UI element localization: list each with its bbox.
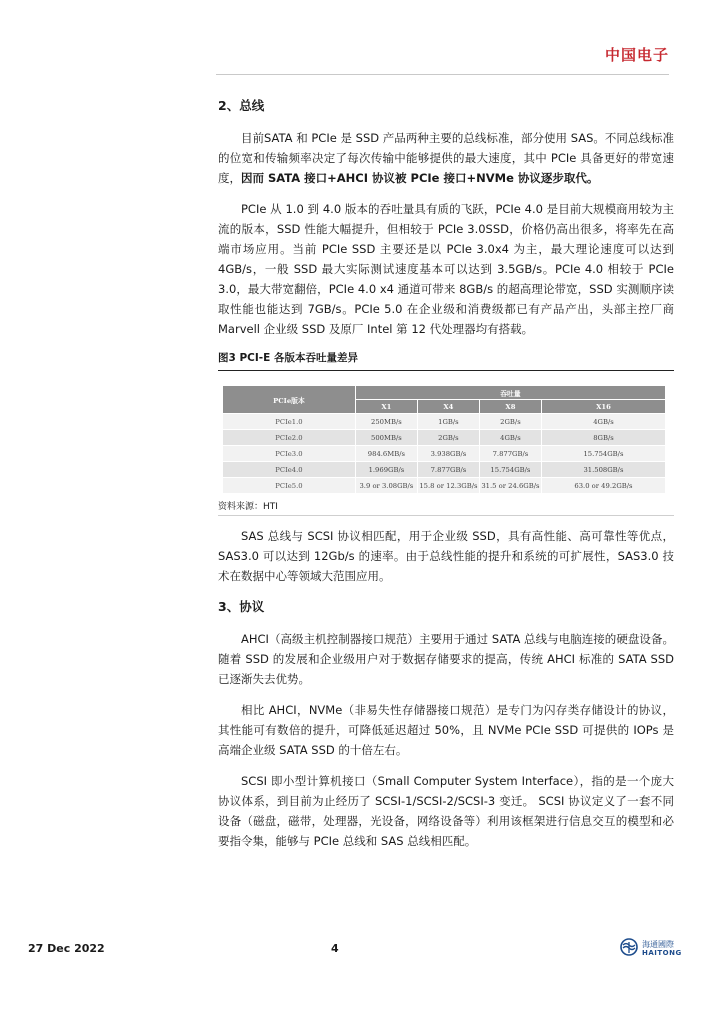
page-number: 4 <box>331 942 339 955</box>
table-cell: 3.9 or 3.08GB/s <box>355 478 417 494</box>
table-header-x8: X8 <box>479 400 541 414</box>
table-cell: 31.508GB/s <box>541 462 665 478</box>
table-cell: 4GB/s <box>541 414 665 430</box>
table-cell: 4GB/s <box>479 430 541 446</box>
paragraph-bus-intro <box>218 128 674 188</box>
table-cell: 63.0 or 49.2GB/s <box>541 478 665 494</box>
haitong-logo-cn: 海通國際 <box>642 940 674 949</box>
haitong-logo <box>620 938 682 960</box>
table-cell: 3.938GB/s <box>417 446 479 462</box>
table-cell: 8GB/s <box>541 430 665 446</box>
table-cell: 1.969GB/s <box>355 462 417 478</box>
table-cell: 31.5 or 24.6GB/s <box>479 478 541 494</box>
table-row <box>223 430 666 446</box>
table-cell: 15.754GB/s <box>541 446 665 462</box>
table-row <box>223 446 666 462</box>
table-cell: PCIe3.0 <box>223 446 356 462</box>
haitong-logo-text <box>642 940 682 958</box>
table-cell: PCIe2.0 <box>223 430 356 446</box>
paragraph-pcie-evolution: PCIe 从 1.0 到 4.0 版本的吞吐量具有质的飞跃，PCIe 4.0 是目前大规模商用较为主流的版本，SSD 性能大幅提升，但相较于 PCIe 3.0SSD，价格仍高出很多，将率先在高端市场应用。当前 PCIe SSD 主要还是以 PCIe 3.0x4 为主，最大理论速度可以达到 4GB/s，一般 SSD 最大实际测试速度基本可以达到 3.5GB/s。PCIe 4.0 相较于 PCIe 3.0，最大带宽翻倍，PCIe 4.0 x4 通道可带来 8GB/s 的超高理论带宽，SSD 实测顺序读取性能也能达到 7GB/s。PCIe 5.0 在企业级和消费级都已有产品产出，头部主控厂商 Marvell 企业级 SSD 及原厂 Intel 第 12 代处理器均有搭载。 <box>218 202 674 336</box>
table-cell: 2GB/s <box>417 430 479 446</box>
table-cell: 250MB/s <box>355 414 417 430</box>
header-divider <box>216 74 669 75</box>
table-cell: 1GB/s <box>417 414 479 430</box>
table-header-version: PCIe版本 <box>223 386 356 414</box>
table-header-x1: X1 <box>355 400 417 414</box>
table-row <box>223 414 666 430</box>
table-cell: 2GB/s <box>479 414 541 430</box>
footer-date: 27 Dec 2022 <box>28 942 105 955</box>
main-content <box>218 96 674 862</box>
figure-source: 资料来源：HTI <box>218 499 674 516</box>
table-header-throughput: 吞吐量 <box>355 386 665 400</box>
table-cell: PCIe1.0 <box>223 414 356 430</box>
haitong-logo-en: HAITONG <box>642 949 682 957</box>
section-heading-protocol: 3、协议 <box>218 599 265 614</box>
section-heading-bus: 2、总线 <box>218 98 265 113</box>
paragraph-sas: SAS 总线与 SCSI 协议相匹配，用于企业级 SSD，具有高性能、高可靠性等优点，SAS3.0 可以达到 12Gb/s 的速率。由于总线性能的提升和系统的可扩展性，SAS3.0 技术在数据中心等领域大范围应用。 <box>218 529 674 583</box>
table-row <box>223 462 666 478</box>
table-cell: 7.877GB/s <box>479 446 541 462</box>
table-cell: 500MB/s <box>355 430 417 446</box>
table-cell: PCIe5.0 <box>223 478 356 494</box>
pcie-throughput-table <box>222 385 666 494</box>
paragraph-nvme: 相比 AHCI，NVMe（非易失性存储器接口规范）是专门为闪存类存储设计的协议，其性能可有数倍的提升，可降低延迟超过 50%，且 NVMe PCIe SSD 可提供的 IOPs 是高端企业级 SATA SSD 的十倍左右。 <box>218 703 674 757</box>
paragraph-scsi: SCSI 即小型计算机接口（Small Computer System Interface），指的是一个庞大协议体系，到目前为止经历了 SCSI-1/SCSI-2/SCSI-3 变迁。 SCSI 协议定义了一套不同设备（磁盘，磁带，处理器，光设备，网络设备等）利用该框架进行信息交互的模型和必要指令集，能够与 PCIe 总线和 SAS 总线相匹配。 <box>218 774 674 848</box>
table-header-x16: X16 <box>541 400 665 414</box>
brand-title: 中国电子 <box>604 46 669 64</box>
paragraph-bus-intro-text: 目前SATA 和 PCIe 是 SSD 产品两种主要的总线标准，部分使用 SAS。不同总线标准的位宽和传输频率决定了每次传输中能够提供的最大速度，其中 PCIe 具备更好的带宽速度， <box>218 131 674 185</box>
table-cell: 15.8 or 12.3GB/s <box>417 478 479 494</box>
table-header-x4: X4 <box>417 400 479 414</box>
table-row <box>223 478 666 494</box>
table-cell: 7.877GB/s <box>417 462 479 478</box>
table-cell: 984.6MB/s <box>355 446 417 462</box>
table-cell: PCIe4.0 <box>223 462 356 478</box>
paragraph-ahci: AHCI（高级主机控制器接口规范）主要用于通过 SATA 总线与电脑连接的硬盘设备。随着 SSD 的发展和企业级用户对于数据存储要求的提高，传统 AHCI 标准的 SATA SSD 已逐渐失去优势。 <box>218 632 674 686</box>
figure-table-area <box>222 371 674 494</box>
table-cell: 15.754GB/s <box>479 462 541 478</box>
haitong-logo-icon <box>620 938 638 960</box>
figure-title: 图3 PCI-E 各版本吞吐量差异 <box>218 350 674 371</box>
paragraph-bus-intro-bold: 因而 SATA 接口+AHCI 协议被 PCIe 接口+NVMe 协议逐步取代。 <box>241 171 599 185</box>
